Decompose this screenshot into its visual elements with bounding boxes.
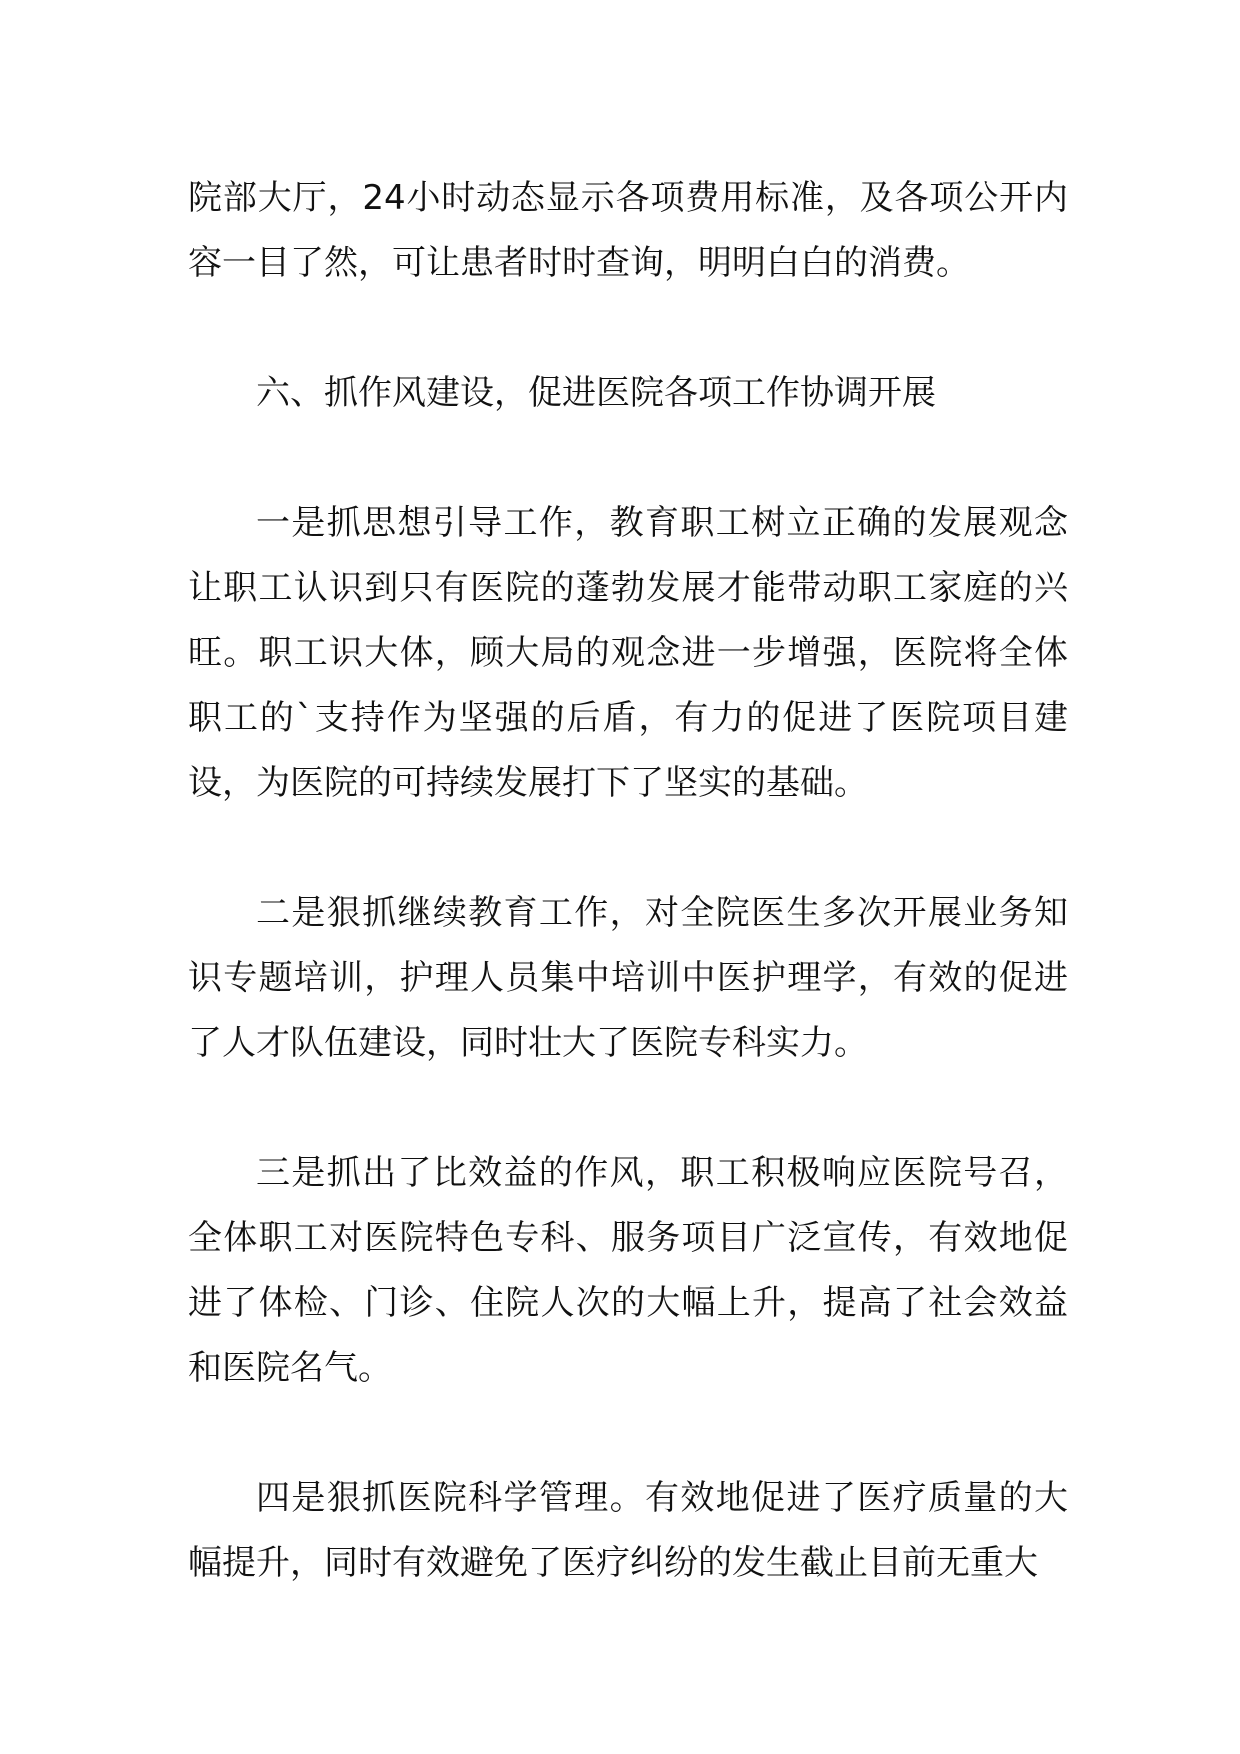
document-body (188, 166, 1068, 1596)
paragraph-continuing-education: 二是狠抓继续教育工作，对全院医生多次开展业务知识专题培训，护理人员集中培训中医护理学，有效的促进了人才队伍建设，同时壮大了医院专科实力。 (188, 893, 1068, 1063)
paragraph-scientific-management: 四是狠抓医院科学管理。有效地促进了医疗质量的大幅提升，同时有效避免了医疗纠纷的发生截止目前无重大 (188, 1478, 1068, 1583)
section-heading: 六、抓作风建设，促进医院各项工作协调开展 (256, 373, 936, 413)
paragraph-work-style: 三是抓出了比效益的作风，职工积极响应医院号召，全体职工对医院特色专科、服务项目广泛宣传，有效地促进了体检、门诊、住院人次的大幅上升，提高了社会效益和医院名气。 (188, 1153, 1068, 1388)
paragraph-thought-guidance: 一是抓思想引导工作，教育职工树立正确的发展观念让职工认识到只有医院的蓬勃发展才能带动职工家庭的兴旺。职工识大体，顾大局的观念进一步增强，医院将全体职工的`支持作为坚强的后盾，有力的促进了医院项目建设，为医院的可持续发展打下了坚实的基础。 (188, 503, 1068, 803)
paragraph-continued: 院部大厅，24小时动态显示各项费用标准，及各项公开内容一目了然，可让患者时时查询，明明白白的消费。 (188, 178, 1068, 283)
